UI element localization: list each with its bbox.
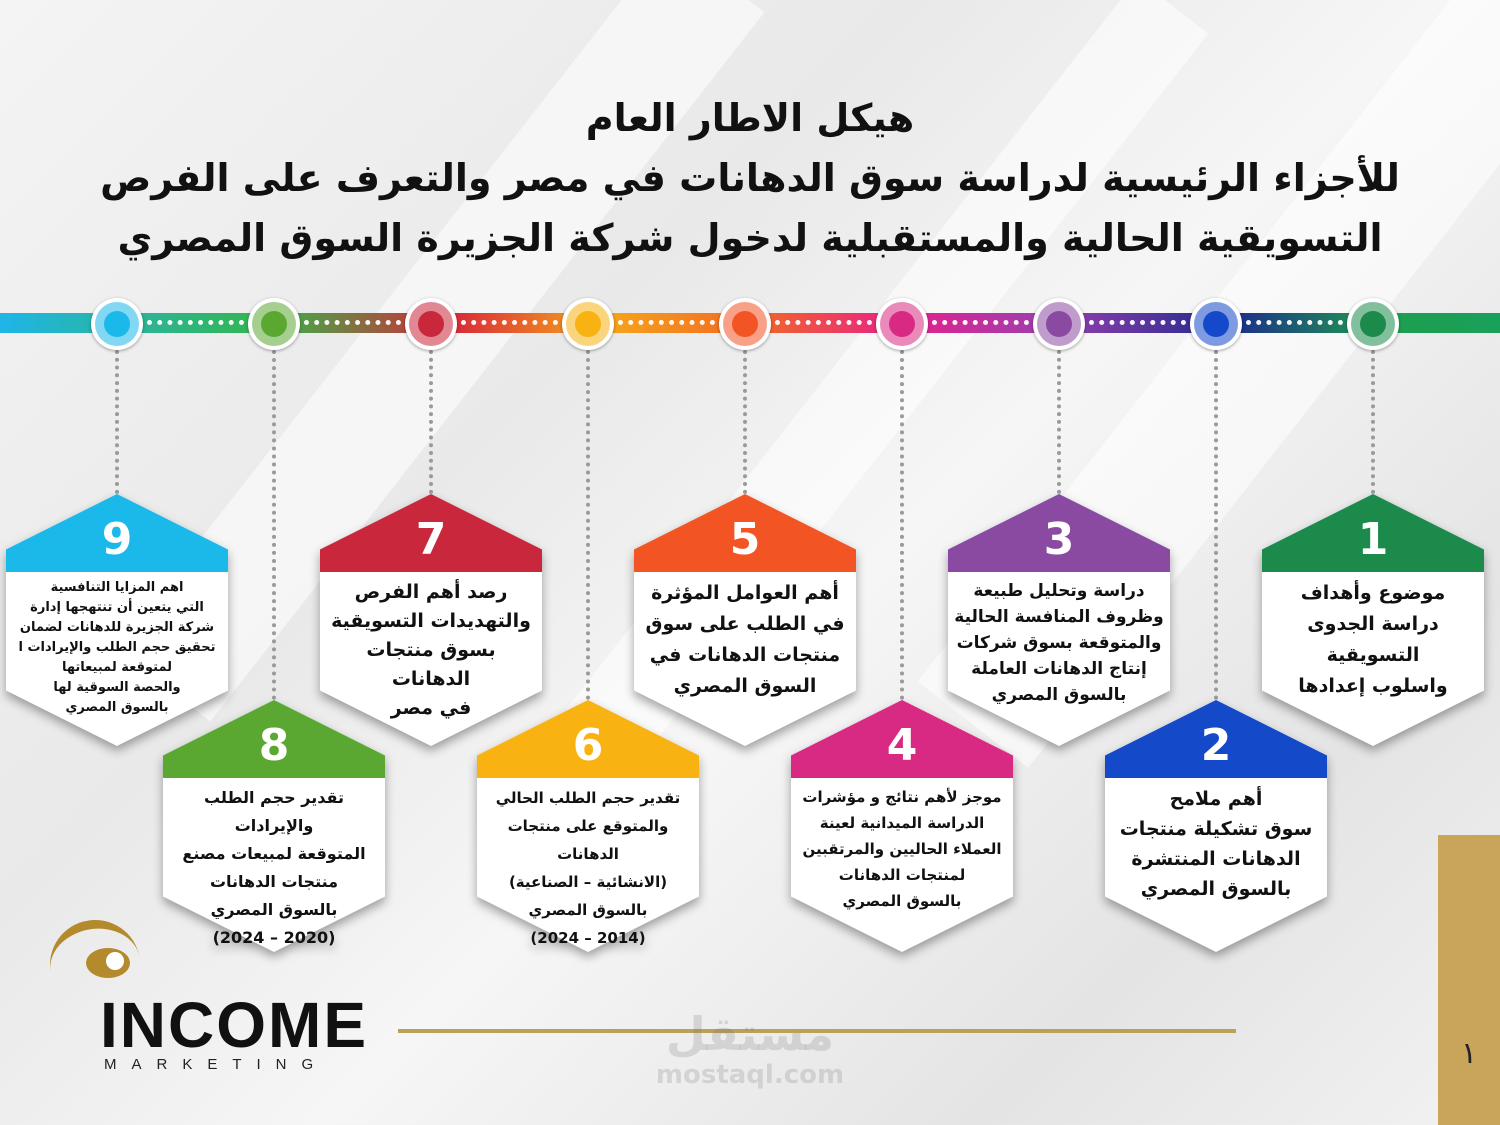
title-line-1: هيكل الاطار العام bbox=[585, 96, 915, 140]
step-description: اهم المزايا التنافسية التي يتعين أن تنتهجها إدارة شركة الجزيرة للدهانات لضمان تحقيق حجم الطلب والإيرادات ا لمتوقعة لمبيعاتها والحصة السوقية لها بالسوق المصري bbox=[18, 580, 216, 715]
step-description: أهم العوامل المؤثرة في الطلب على سوق منتجات الدهانات في السوق المصري bbox=[645, 582, 845, 697]
connector-line bbox=[429, 350, 433, 494]
page-title bbox=[40, 88, 1460, 268]
timeline-node-9 bbox=[91, 298, 143, 350]
step-card-9 bbox=[6, 494, 228, 746]
timeline-node-8 bbox=[248, 298, 300, 350]
connector-line bbox=[272, 350, 276, 700]
timeline-node-2 bbox=[1190, 298, 1242, 350]
node-center bbox=[575, 311, 601, 337]
node-center bbox=[1203, 311, 1229, 337]
timeline-dots bbox=[775, 320, 872, 331]
timeline-dots bbox=[304, 320, 401, 331]
watermark-arabic: مستقل bbox=[665, 1007, 835, 1061]
timeline-dots bbox=[932, 320, 1029, 331]
connector-line bbox=[586, 350, 590, 700]
node-center bbox=[1360, 311, 1386, 337]
watermark-latin: mostaql.com bbox=[655, 1060, 845, 1090]
timeline-dots bbox=[1089, 320, 1186, 331]
step-description: موضوع وأهداف دراسة الجدوى التسويقية واسلوب إعدادها bbox=[1298, 582, 1448, 697]
node-center bbox=[889, 311, 915, 337]
node-center bbox=[418, 311, 444, 337]
title-line-3: التسويقية الحالية والمستقبلية لدخول شركة الجزيرة السوق المصري bbox=[117, 216, 1383, 260]
watermark bbox=[620, 1008, 880, 1090]
connector-line bbox=[743, 350, 747, 494]
step-description: رصد أهم الفرص والتهديدات التسويقية بسوق منتجات الدهانات في مصر bbox=[331, 581, 531, 719]
step-number: 4 bbox=[886, 720, 918, 771]
node-center bbox=[732, 311, 758, 337]
timeline-dots bbox=[147, 320, 244, 331]
node-center bbox=[104, 311, 130, 337]
connector-line bbox=[115, 350, 119, 494]
step-number: 6 bbox=[572, 720, 604, 771]
step-description: تقدير حجم الطلب والإيرادات المتوقعة لمبيعات مصنع منتجات الدهانات بالسوق المصري (2020 – 2024) bbox=[182, 788, 366, 947]
logo-name: INCOME bbox=[100, 989, 368, 1061]
logo-subtitle: MARKETING bbox=[104, 1056, 329, 1073]
title-line-2: للأجزاء الرئيسية لدراسة سوق الدهانات في مصر والتعرف على الفرص bbox=[100, 156, 1400, 200]
connector-line bbox=[1371, 350, 1375, 494]
timeline-node-7 bbox=[405, 298, 457, 350]
connector-line bbox=[1214, 350, 1218, 700]
step-description: موجز لأهم نتائج و مؤشرات الدراسة الميدانية لعينة العملاء الحاليين والمرتقبين لمنتجات الدهانات بالسوق المصري bbox=[802, 788, 1002, 910]
step-number: 1 bbox=[1357, 514, 1389, 565]
step-description: دراسة وتحليل طبيعة وظروف المنافسة الحالية والمتوقعة بسوق شركات إنتاج الدهانات العاملة بالسوق المصري bbox=[954, 581, 1164, 705]
timeline-node-3 bbox=[1033, 298, 1085, 350]
step-description: أهم ملامح سوق تشكيلة منتجات الدهانات المنتشرة بالسوق المصري bbox=[1119, 788, 1313, 900]
step-number: 5 bbox=[729, 514, 761, 565]
timeline-node-6 bbox=[562, 298, 614, 350]
step-number: 3 bbox=[1043, 514, 1075, 565]
connector-line bbox=[1057, 350, 1061, 494]
timeline-node-1 bbox=[1347, 298, 1399, 350]
step-description: تقدير حجم الطلب الحالي والمتوقع على منتجات الدهانات (الانشائية – الصناعية) بالسوق المصري (2014 – 2024) bbox=[495, 789, 681, 947]
page-number: ١ bbox=[1460, 1036, 1478, 1071]
timeline-node-4 bbox=[876, 298, 928, 350]
timeline-dots bbox=[461, 320, 558, 331]
step-number: 2 bbox=[1200, 720, 1232, 771]
connector-line bbox=[900, 350, 904, 700]
node-center bbox=[1046, 311, 1072, 337]
step-number: 7 bbox=[415, 514, 447, 565]
timeline-node-5 bbox=[719, 298, 771, 350]
timeline-dots bbox=[618, 320, 715, 331]
timeline-dots bbox=[1246, 320, 1343, 331]
page-number-panel bbox=[1438, 835, 1500, 1125]
node-center bbox=[261, 311, 287, 337]
logo-pupil-icon bbox=[106, 952, 124, 970]
step-number: 9 bbox=[101, 514, 133, 565]
step-number: 8 bbox=[258, 720, 290, 771]
